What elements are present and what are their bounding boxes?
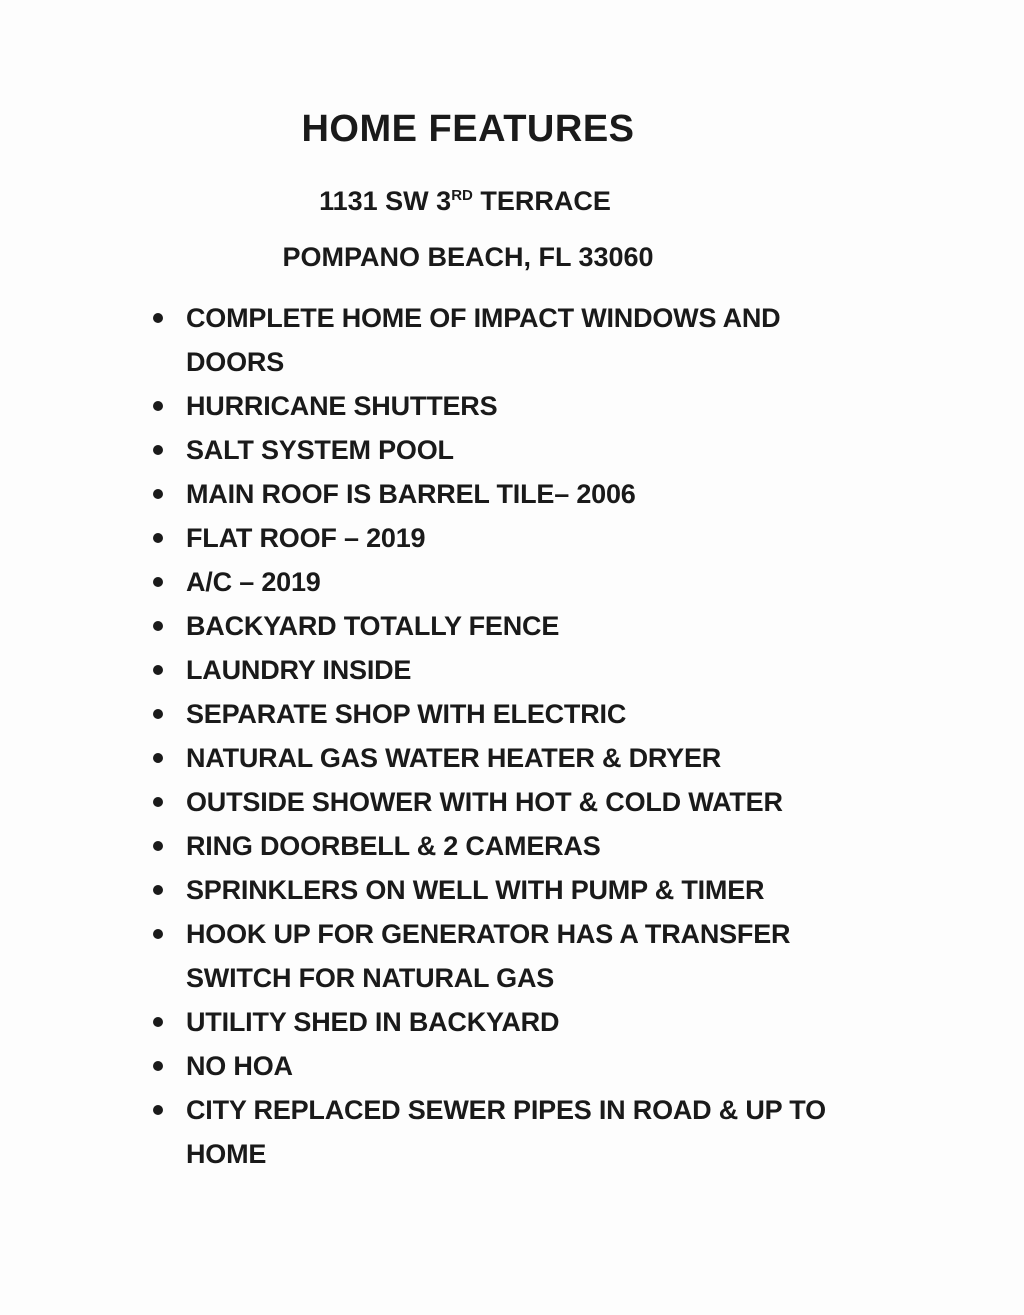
list-item xyxy=(150,428,850,472)
feature-text: NATURAL GAS WATER HEATER & DRYER xyxy=(186,743,722,773)
feature-text: FLAT ROOF – 2019 xyxy=(186,523,426,553)
bullet-icon xyxy=(153,1105,163,1115)
list-item xyxy=(150,560,850,604)
feature-text: MAIN ROOF IS BARREL TILE– 2006 xyxy=(186,479,636,509)
feature-text: UTILITY SHED IN BACKYARD xyxy=(186,1007,560,1037)
feature-text: SEPARATE SHOP WITH ELECTRIC xyxy=(186,699,627,729)
feature-text: BACKYARD TOTALLY FENCE xyxy=(186,611,560,641)
feature-list xyxy=(150,296,850,1176)
list-item xyxy=(150,472,850,516)
bullet-icon xyxy=(153,929,163,939)
list-item xyxy=(150,912,850,1000)
bullet-icon xyxy=(153,621,163,631)
list-item xyxy=(150,648,850,692)
bullet-icon xyxy=(153,313,163,323)
bullet-icon xyxy=(153,445,163,455)
list-item xyxy=(150,780,850,824)
list-item xyxy=(150,736,850,780)
bullet-icon xyxy=(153,577,163,587)
feature-text: HOOK UP FOR GENERATOR HAS A TRANSFER SWITCH FOR NATURAL GAS xyxy=(186,919,791,993)
feature-text: HURRICANE SHUTTERS xyxy=(186,391,498,421)
bullet-icon xyxy=(153,753,163,763)
list-item xyxy=(150,384,850,428)
bullet-icon xyxy=(153,401,163,411)
feature-text: CITY REPLACED SEWER PIPES IN ROAD & UP TO HOME xyxy=(186,1095,826,1169)
feature-text: RING DOORBELL & 2 CAMERAS xyxy=(186,831,601,861)
feature-text: SALT SYSTEM POOL xyxy=(186,435,454,465)
address-number: 1131 SW 3 xyxy=(319,186,452,216)
list-item xyxy=(150,868,850,912)
list-item xyxy=(150,296,850,384)
bullet-icon xyxy=(153,533,163,543)
feature-text: OUTSIDE SHOWER WITH HOT & COLD WATER xyxy=(186,787,783,817)
bullet-icon xyxy=(153,709,163,719)
address-line-2: POMPANO BEACH, FL 33060 xyxy=(282,242,654,272)
address-ordinal-suffix: RD xyxy=(451,187,473,204)
list-item xyxy=(150,604,850,648)
page-title: HOME FEATURES xyxy=(301,108,635,150)
feature-text: COMPLETE HOME OF IMPACT WINDOWS AND DOORS xyxy=(186,303,781,377)
list-item xyxy=(150,1044,850,1088)
list-item xyxy=(150,1000,850,1044)
bullet-icon xyxy=(153,1061,163,1071)
bullet-icon xyxy=(153,489,163,499)
bullet-icon xyxy=(153,665,163,675)
address-street: TERRACE xyxy=(480,186,611,216)
bullet-icon xyxy=(153,841,163,851)
bullet-icon xyxy=(153,885,163,895)
bullet-icon xyxy=(153,1017,163,1027)
list-item xyxy=(150,516,850,560)
feature-text: A/C – 2019 xyxy=(186,567,321,597)
list-item xyxy=(150,824,850,868)
feature-text: LAUNDRY INSIDE xyxy=(186,655,412,685)
feature-text: SPRINKLERS ON WELL WITH PUMP & TIMER xyxy=(186,875,765,905)
feature-text: NO HOA xyxy=(186,1051,293,1081)
bullet-icon xyxy=(153,797,163,807)
address-line-1 xyxy=(0,186,930,217)
list-item xyxy=(150,692,850,736)
list-item xyxy=(150,1088,850,1176)
